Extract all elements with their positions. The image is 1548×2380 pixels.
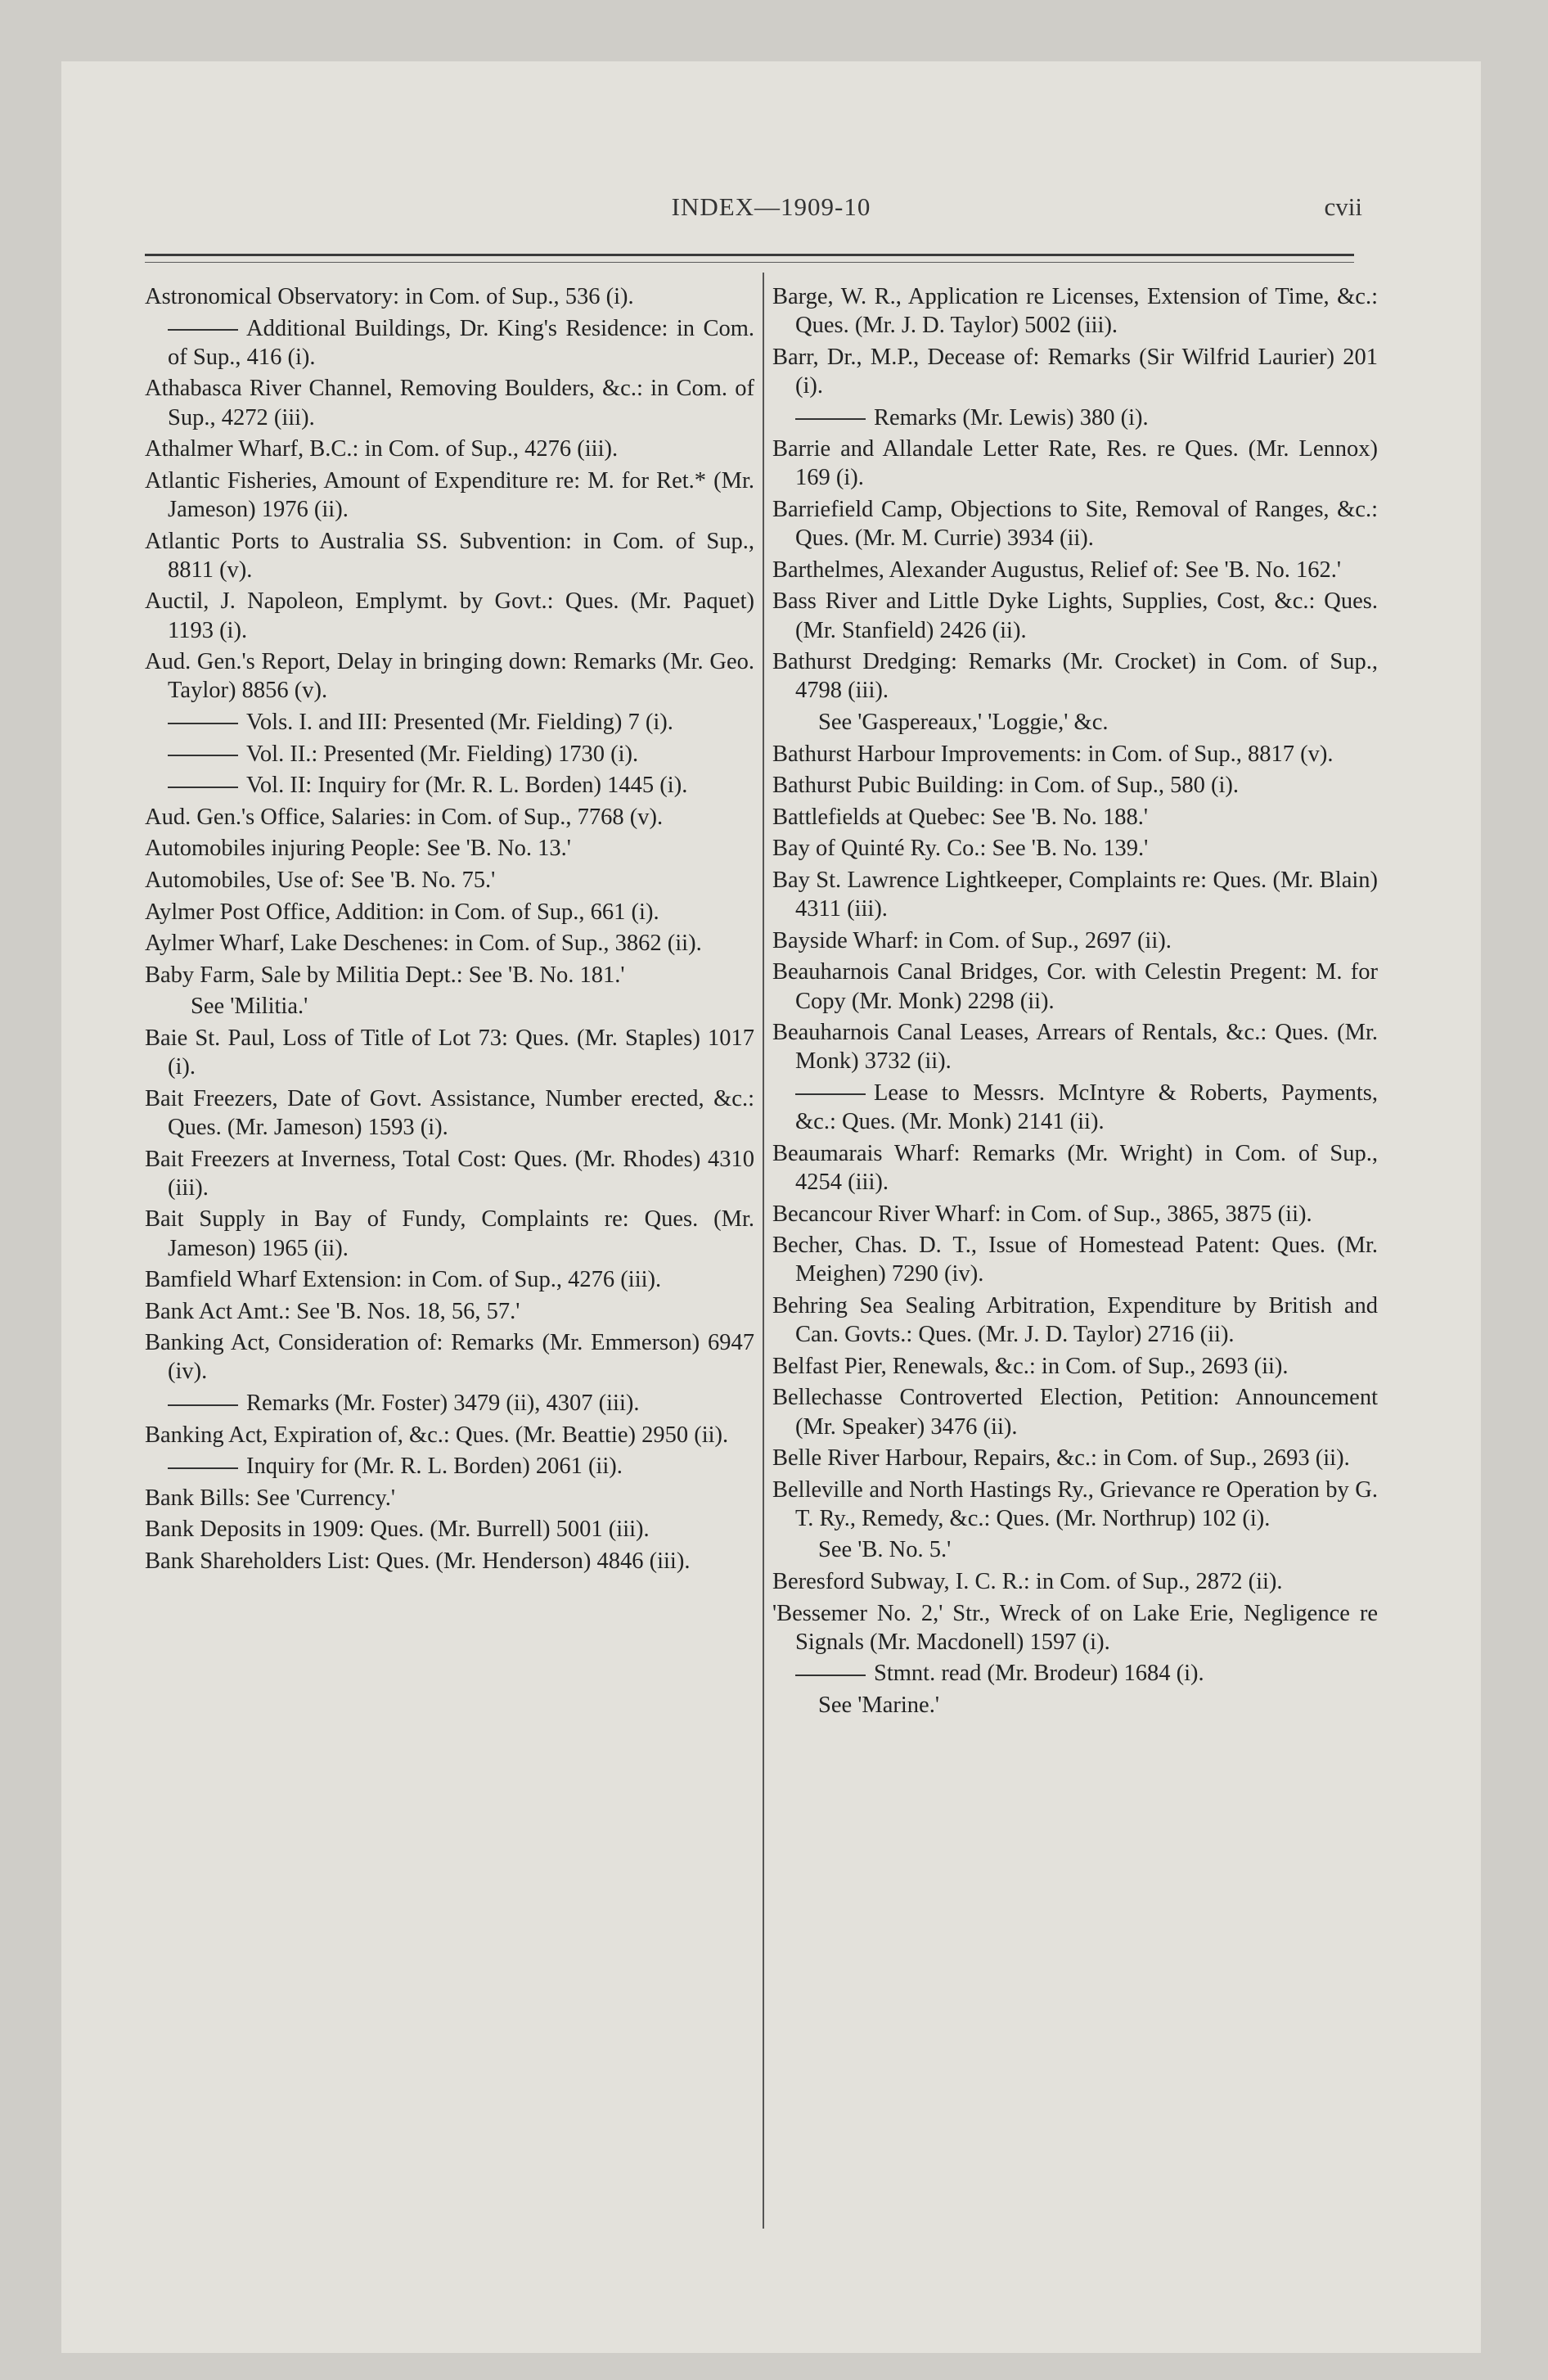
ditto-dash [168,787,238,788]
entry-text: Bathurst Pubic Building: in Com. of Sup., 580 (i). [772,773,1240,799]
entry-text: Vol. II.: Presented (Mr. Fielding) 1730 (i). [246,741,639,767]
index-entry [145,1515,754,1544]
index-see-reference [772,1535,1378,1564]
entry-text: See 'Militia.' [191,994,308,1020]
index-entry [772,1476,1378,1533]
index-entry [145,898,754,926]
entry-text: Lease to Messrs. McIntyre & Roberts, Payments, &c.: Ques. (Mr. Monk) 2141 (ii). [795,1080,1378,1135]
page-number: cvii [1324,192,1362,221]
entry-text: Banking Act, Consideration of: Remarks (Mr. Emmerson) 6947 (iv). [145,1330,754,1385]
column-divider [763,273,764,2229]
index-entry [145,527,754,584]
left-column [145,282,754,1579]
index-entry [772,958,1378,1015]
index-entry [772,834,1378,863]
entry-text: Barrie and Allandale Letter Rate, Res. re Ques. (Mr. Lennox) 169 (i). [772,436,1378,491]
index-subentry [145,740,754,769]
entry-text: Bait Freezers, Date of Govt. Assistance, Number erected, &c.: Ques. (Mr. Jameson) 1593 (i). [145,1085,754,1140]
index-entry [145,1265,754,1294]
entry-text: Barge, W. R., Application re Licenses, Extension of Time, &c.: Ques. (Mr. J. D. Taylor) 5002 (iii). [772,284,1378,339]
entry-text: Vol. II: Inquiry for (Mr. R. L. Borden) 1445 (i). [246,773,688,799]
index-entry [145,1328,754,1386]
entry-text: Bank Shareholders List: Ques. (Mr. Henderson) 4846 (iii). [145,1548,691,1575]
index-entry [145,1547,754,1575]
entry-text: Athalmer Wharf, B.C.: in Com. of Sup., 4276 (iii). [145,436,619,462]
header-rule-thin [145,262,1354,263]
ditto-dash [168,1404,238,1406]
index-entry [772,1444,1378,1472]
index-subentry [145,314,754,372]
index-subentry [145,771,754,800]
running-head: INDEX—1909-10 [671,192,871,221]
entry-text: Bay of Quinté Ry. Co.: See 'B. No. 139.' [772,836,1149,862]
index-entry [772,556,1378,584]
entry-text: Aud. Gen.'s Report, Delay in bringing down: Remarks (Mr. Geo. Taylor) 8856 (v). [145,649,754,704]
index-entry [772,495,1378,552]
right-column [772,282,1378,1723]
index-entry [772,1383,1378,1440]
index-entry [145,1421,754,1449]
index-entry [145,587,754,644]
entry-text: Aud. Gen.'s Office, Salaries: in Com. of Sup., 7768 (v). [145,804,664,830]
index-entry [145,435,754,463]
index-see-reference [145,992,754,1021]
index-entry [145,1084,754,1142]
index-entry [772,1352,1378,1381]
entry-text: Barthelmes, Alexander Augustus, Relief of: See 'B. No. 162.' [772,557,1341,583]
entry-text: Athabasca River Channel, Removing Boulders, &c.: in Com. of Sup., 4272 (iii). [145,376,754,430]
index-entry [772,1567,1378,1596]
index-entry [145,282,754,311]
entry-text: Vols. I. and III: Presented (Mr. Fielding) 7 (i). [246,709,673,735]
entry-text: Bamfield Wharf Extension: in Com. of Sup., 4276 (iii). [145,1267,662,1293]
index-entry [772,1599,1378,1657]
index-subentry [772,1079,1378,1136]
index-entry [772,343,1378,400]
ditto-dash [168,1467,238,1469]
index-entry [145,1205,754,1262]
entry-text: Becher, Chas. D. T., Issue of Homestead Patent: Ques. (Mr. Meighen) 7290 (iv). [772,1233,1378,1287]
entry-text: Bank Deposits in 1909: Ques. (Mr. Burrell) 5001 (iii). [145,1517,650,1543]
index-entry [772,771,1378,800]
entry-text: Atlantic Fisheries, Amount of Expenditure re: M. for Ret.* (Mr. Jameson) 1976 (ii). [145,467,754,522]
entry-text: Becancour River Wharf: in Com. of Sup., 3865, 3875 (ii). [772,1201,1312,1227]
index-entry [145,374,754,431]
index-see-reference [772,1691,1378,1720]
entry-text: Beauharnois Canal Leases, Arrears of Rentals, &c.: Ques. (Mr. Monk) 3732 (ii). [772,1020,1378,1075]
entry-text: Additional Buildings, Dr. King's Residence: in Com. of Sup., 416 (i). [168,315,754,370]
entry-text: Bayside Wharf: in Com. of Sup., 2697 (ii). [772,927,1172,953]
index-entry [772,866,1378,923]
index-entry [145,929,754,958]
entry-text: Atlantic Ports to Australia SS. Subvention: in Com. of Sup., 8811 (v). [145,528,754,583]
ditto-dash [168,723,238,724]
index-subentry [772,1659,1378,1688]
entry-text: Auctil, J. Napoleon, Emplymt. by Govt.: Ques. (Mr. Paquet) 1193 (i). [145,588,754,643]
index-entry [772,282,1378,340]
entry-text: Belfast Pier, Renewals, &c.: in Com. of Sup., 2693 (ii). [772,1353,1289,1379]
entry-text: Bait Supply in Bay of Fundy, Complaints re: Ques. (Mr. Jameson) 1965 (ii). [145,1206,754,1261]
entry-text: Automobiles, Use of: See 'B. No. 75.' [145,867,496,893]
index-entry [145,1297,754,1326]
entry-text: Bass River and Little Dyke Lights, Supplies, Cost, &c.: Ques. (Mr. Stanfield) 2426 (ii). [772,588,1378,643]
entry-text: Behring Sea Sealing Arbitration, Expenditure by British and Can. Govts.: Ques. (Mr. J. D. Taylor) 2716 (ii). [772,1292,1378,1348]
index-entry [772,803,1378,832]
index-entry [772,1200,1378,1228]
entry-text: Belle River Harbour, Repairs, &c.: in Com. of Sup., 2693 (ii). [772,1445,1350,1472]
entry-text: See 'Gaspereaux,' 'Loggie,' &c. [818,709,1109,735]
entry-text: Inquiry for (Mr. R. L. Borden) 2061 (ii). [246,1454,623,1480]
index-entry [772,1139,1378,1197]
entry-text: Bank Act Amt.: See 'B. Nos. 18, 56, 57.' [145,1298,520,1324]
ditto-dash [795,1093,866,1095]
entry-text: Aylmer Post Office, Addition: in Com. of Sup., 661 (i). [145,899,659,925]
index-entry [145,1024,754,1081]
entry-text: Barriefield Camp, Objections to Site, Removal of Ranges, &c.: Ques. (Mr. M. Currie) 3934 (ii). [772,496,1378,552]
index-entry [145,803,754,832]
entry-text: Bathurst Harbour Improvements: in Com. of Sup., 8817 (v). [772,741,1334,767]
entry-text: See 'B. No. 5.' [818,1537,952,1563]
entry-text: See 'Marine.' [818,1693,939,1719]
index-entry [145,467,754,524]
index-entry [145,1145,754,1202]
index-entry [145,1484,754,1512]
index-entry [772,740,1378,769]
entry-text: Bait Freezers at Inverness, Total Cost: Ques. (Mr. Rhodes) 4310 (iii). [145,1146,754,1201]
entry-text: Stmnt. read (Mr. Brodeur) 1684 (i). [874,1661,1204,1687]
entry-text: Baby Farm, Sale by Militia Dept.: See 'B. No. 181.' [145,962,625,988]
entry-text: Aylmer Wharf, Lake Deschenes: in Com. of Sup., 3862 (ii). [145,931,702,957]
entry-text: Beaumarais Wharf: Remarks (Mr. Wright) in Com. of Sup., 4254 (iii). [772,1140,1378,1195]
entry-text: Beresford Subway, I. C. R.: in Com. of Sup., 2872 (ii). [772,1569,1283,1595]
index-entry [772,926,1378,955]
entry-text: Bank Bills: See 'Currency.' [145,1485,396,1511]
entry-text: Remarks (Mr. Lewis) 380 (i). [874,404,1149,430]
entry-text: Baie St. Paul, Loss of Title of Lot 73: Ques. (Mr. Staples) 1017 (i). [145,1025,754,1080]
header-rule-thick [145,254,1354,256]
index-subentry [145,1389,754,1418]
page-header [61,192,1481,241]
index-entry [772,1231,1378,1288]
index-entry [145,866,754,895]
entry-text: Automobiles injuring People: See 'B. No. 13.' [145,836,571,862]
index-subentry [145,708,754,737]
entry-text: Bay St. Lawrence Lightkeeper, Complaints re: Ques. (Mr. Blain) 4311 (iii). [772,867,1378,922]
ditto-dash [168,329,238,331]
index-page [61,61,1481,2353]
index-entry [145,961,754,989]
ditto-dash [795,418,866,420]
index-entry [772,1291,1378,1349]
index-subentry [772,403,1378,432]
entry-text: Battlefields at Quebec: See 'B. No. 188.' [772,804,1149,830]
ditto-dash [795,1675,866,1676]
index-entry [772,587,1378,644]
entry-text: Belleville and North Hastings Ry., Grievance re Operation by G. T. Ry., Remedy, &c.: Ques. (Mr. Northrup) 102 (i). [772,1476,1378,1531]
index-entry [772,1018,1378,1075]
entry-text: Banking Act, Expiration of, &c.: Ques. (Mr. Beattie) 2950 (ii). [145,1422,729,1448]
index-entry [145,647,754,705]
index-entry [145,834,754,863]
index-entry [772,647,1378,705]
entry-text: Remarks (Mr. Foster) 3479 (ii), 4307 (iii). [246,1391,640,1417]
entry-text: Barr, Dr., M.P., Decease of: Remarks (Sir Wilfrid Laurier) 201 (i). [772,344,1378,399]
entry-text: Bellechasse Controverted Election, Petition: Announcement (Mr. Speaker) 3476 (ii). [772,1385,1378,1440]
entry-text: Bathurst Dredging: Remarks (Mr. Crocket) in Com. of Sup., 4798 (iii). [772,649,1378,704]
ditto-dash [168,755,238,756]
entry-text: Beauharnois Canal Bridges, Cor. with Celestin Pregent: M. for Copy (Mr. Monk) 2298 (ii). [772,959,1378,1014]
index-subentry [145,1452,754,1481]
entry-text: Astronomical Observatory: in Com. of Sup., 536 (i). [145,284,634,309]
index-see-reference [772,708,1378,737]
index-entry [772,435,1378,492]
entry-text: 'Bessemer No. 2,' Str., Wreck of on Lake Erie, Negligence re Signals (Mr. Macdonell) 1597 (i). [772,1600,1378,1655]
